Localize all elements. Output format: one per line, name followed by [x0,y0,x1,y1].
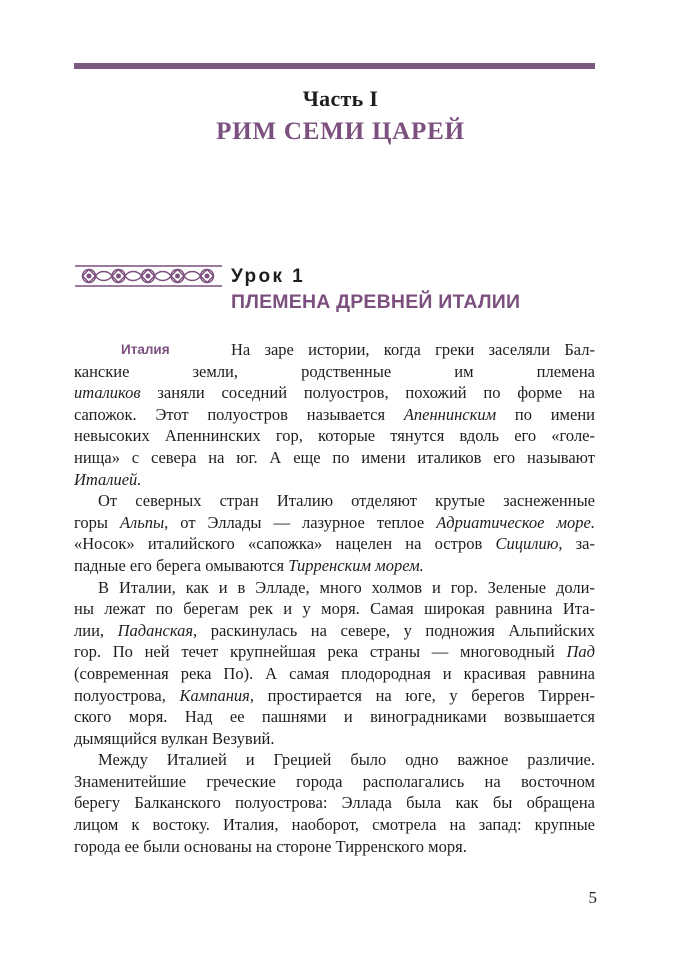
margin-note: Италия [121,342,170,357]
text-line [74,469,595,491]
text-line [74,339,595,361]
text-run: В Италии, как и в Элладе, много холмов и гор. Зеленые доли- [98,577,595,597]
text-line [74,620,595,642]
page-number: 5 [588,888,597,907]
part-label: Часть I [302,86,379,111]
italic-term: Италией. [74,469,142,489]
text-run: простирается на юге, у берегов Тиррен- [253,685,595,705]
italic-term: Сицилию, [495,534,563,554]
text-run: за- [562,534,595,554]
text-run: гор. По ней течет крупнейшая река страны — многоводный [74,642,567,662]
text-line [74,555,595,577]
text-run: Между Италией и Грецией было одно важное различие. [98,750,595,770]
lesson-title: ПЛЕМЕНА ДРЕВНЕЙ ИТАЛИИ [231,291,521,313]
text-run: лицом к востоку. Италия, наоборот, смотрела на запад: крупные [74,815,595,835]
italic-term: Паданская, [117,620,198,640]
text-line [74,512,595,534]
text-run: горы [74,512,120,532]
text-line [74,749,595,771]
text-line [74,490,595,512]
top-rule [74,63,595,69]
text-run: ского моря. Над ее пашнями и виноградниками возвышается [74,707,595,727]
italic-term: Тирренским морем. [288,555,424,575]
ornament-icon [75,264,222,288]
text-run: (современная река По). А самая плодородная и красивая равнина [74,663,595,683]
text-run: нища» с севера на юг. А еще по имени италиков его называют [74,447,595,467]
italic-term: Апеннинским [403,404,497,424]
text-run: падные его берега омываются [74,555,289,575]
text-line [74,728,595,750]
italic-term: Адриатическое море. [436,512,595,532]
italic-term: Кампания, [179,685,254,705]
text-run: берегу Балканского полуострова: Эллада была как бы обращена [74,793,595,813]
text-run: Знаменитейшие греческие города располагались на восточном [74,771,595,791]
text-line [74,814,595,836]
text-run: лии, [74,620,118,640]
text-run: сапожок. Этот полуостров называется [74,404,404,424]
text-run: От северных стран Италию отделяют крутые заснеженные [98,491,595,511]
text-run: по имени [496,404,595,424]
text-line [74,533,595,555]
text-line [74,792,595,814]
text-run: города ее были основаны на стороне Тирренского моря. [74,836,467,856]
italic-term: Альпы, [119,512,169,532]
text-run: полуострова, [74,685,180,705]
text-line [74,382,595,404]
text-line [74,685,595,707]
text-run: от Эллады — лазурное теплое [168,512,437,532]
text-line [74,425,595,447]
italic-term: Пад [566,642,595,662]
text-run: дымящийся вулкан Везувий. [74,728,275,748]
text-run: ны лежат по берегам рек и у моря. Самая широкая равнина Ита- [74,599,595,619]
text-line [74,447,595,469]
text-run: На заре истории, когда греки заселяли Бал- [231,340,595,359]
text-run: канские земли, родственные им племена [74,361,595,381]
text-line [74,577,595,599]
text-line [74,361,595,383]
text-line [74,771,595,793]
body-text [74,339,595,857]
text-line [74,641,595,663]
text-run: заняли соседний полуостров, похожий по форме на [140,383,595,403]
italic-term: италиков [74,383,141,403]
part-title: РИМ СЕМИ ЦАРЕЙ [216,118,465,145]
text-line [74,404,595,426]
text-line [74,663,595,685]
lesson-label: Урок 1 [231,266,306,287]
text-line [74,706,595,728]
text-line [74,598,595,620]
text-run: невысоких Апеннинских гор, которые тянутся вдоль его «голе- [74,426,595,446]
text-run: «Носок» италийского «сапожка» нацелен на остров [74,534,496,554]
text-run: раскинулась на севере, у подножия Альпийских [197,620,595,640]
text-line [74,836,595,858]
